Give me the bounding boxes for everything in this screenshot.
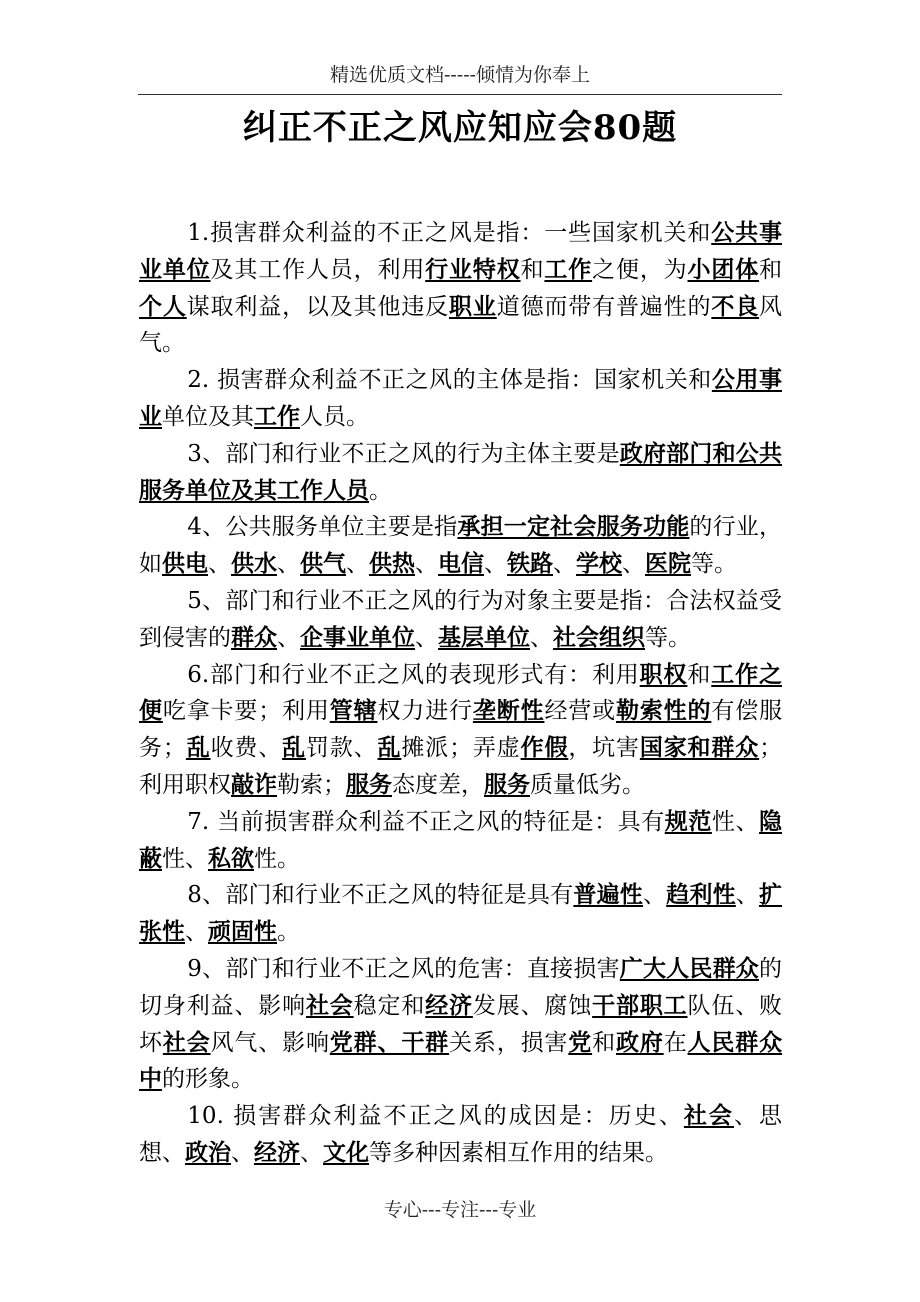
page-header: 精选优质文档-----倾情为你奉上 — [329, 64, 591, 86]
question-item — [139, 362, 782, 436]
question-text: 、 — [735, 882, 759, 909]
answer-blank: 政治 — [185, 1138, 231, 1166]
answer-blank: 国家和群众 — [639, 734, 760, 762]
answer-blank: 乱 — [377, 734, 402, 762]
question-text: 3、部门和行业不正之风的行为主体主要是 — [187, 440, 620, 467]
answer-blank: 供水 — [231, 550, 277, 578]
question-text: 态度差， — [392, 771, 484, 798]
question-text: 道德而带有普遍性的 — [496, 293, 712, 320]
question-text: 、 — [484, 551, 507, 578]
question-item — [139, 436, 782, 510]
question-text: 。 — [369, 477, 392, 504]
answer-blank: 工作之便 — [139, 660, 783, 725]
question-text: 等。 — [691, 551, 737, 578]
page-footer: 专心---专注---专业 — [383, 1199, 537, 1221]
question-text: 、 — [553, 551, 576, 578]
question-text: 罚款、 — [305, 735, 378, 762]
question-text: 及其工作人员，利用 — [210, 256, 426, 283]
question-text: 6.部门和行业不正之风的表现形式有：利用 — [187, 661, 640, 688]
answer-blank: 社会 — [305, 991, 354, 1019]
answer-blank: 党群、干群 — [329, 1028, 450, 1056]
answer-blank: 顽固性 — [208, 918, 277, 946]
question-text: 、思想、 — [139, 1103, 783, 1166]
question-text: 、 — [530, 624, 553, 651]
answer-blank: 政府部门和公共服务单位及其工作人员 — [139, 439, 782, 504]
question-text: 稳定和 — [353, 992, 426, 1019]
question-text: 、 — [277, 624, 300, 651]
answer-blank: 公用事业 — [139, 366, 782, 430]
answer-blank: 隐蔽 — [139, 807, 783, 872]
answer-blank: 供电 — [162, 550, 208, 578]
answer-blank: 广大人民群众 — [619, 954, 759, 982]
question-text: 、 — [208, 551, 231, 578]
answer-blank: 工作 — [544, 255, 593, 283]
question-text: 9、部门和行业不正之风的危害：直接损害 — [187, 955, 620, 982]
answer-blank: 文化 — [323, 1138, 369, 1166]
question-text: 有偿服务； — [139, 698, 783, 762]
question-text: 。 — [277, 919, 300, 946]
question-text: 队伍、败坏 — [139, 992, 783, 1056]
question-text: 性、 — [162, 845, 208, 872]
answer-blank: 扩张性 — [139, 881, 782, 946]
question-text: 吃拿卡要；利用 — [162, 698, 330, 725]
question-item — [139, 583, 782, 657]
answer-blank: 乱 — [282, 734, 306, 762]
question-text: 经营或 — [544, 698, 616, 725]
question-text: 和 — [520, 256, 545, 283]
question-text: 的行业，如 — [139, 514, 783, 578]
question-text: 7. 当前损害群众利益不正之风的特征是：具有 — [187, 808, 665, 835]
question-text: 在 — [663, 1029, 688, 1056]
question-text: 、 — [300, 1139, 323, 1166]
question-text: ，坑害 — [568, 735, 640, 762]
answer-blank: 管辖 — [329, 697, 378, 725]
answer-blank: 敲诈 — [231, 770, 277, 798]
question-text: 单位及其 — [162, 403, 254, 430]
answer-blank: 公共事业单位 — [139, 219, 782, 283]
question-text: 发展、腐蚀 — [472, 992, 593, 1019]
answer-blank: 小团体 — [687, 255, 760, 283]
answer-blank: 社会 — [683, 1102, 734, 1130]
answer-blank: 政府 — [615, 1028, 664, 1056]
answer-blank: 职权 — [639, 660, 688, 688]
answer-blank: 铁路 — [507, 550, 553, 578]
question-text: 、 — [346, 551, 369, 578]
question-text: 、 — [185, 919, 208, 946]
question-text: 的形象。 — [162, 1066, 254, 1093]
answer-blank: 人民群众中 — [139, 1028, 783, 1093]
document-body — [139, 215, 782, 1172]
answer-blank: 工作 — [254, 402, 300, 430]
question-item — [139, 1098, 782, 1172]
question-item — [139, 509, 782, 583]
question-text: 风气、影响 — [210, 1029, 330, 1056]
answer-blank: 党 — [568, 1028, 593, 1056]
answer-blank: 经济 — [425, 991, 473, 1019]
question-text: 权力进行 — [377, 698, 473, 725]
answer-blank: 普遍性 — [573, 881, 643, 909]
question-text: 人员。 — [300, 403, 369, 430]
answer-blank: 个人 — [139, 292, 187, 320]
question-text: 和 — [592, 1029, 616, 1056]
answer-blank: 乱 — [185, 734, 211, 762]
question-item — [139, 657, 782, 804]
question-text: 风气。 — [139, 293, 783, 357]
answer-blank: 规范 — [664, 807, 712, 835]
question-text: ；利用职权 — [139, 735, 783, 798]
answer-blank: 趋利性 — [666, 881, 736, 909]
question-text: 之便，为 — [592, 256, 688, 283]
question-text: 性、 — [711, 808, 760, 835]
question-text: 收费、 — [210, 735, 283, 762]
answer-blank: 电信 — [438, 550, 484, 578]
question-text: 5、部门和行业不正之风的行为对象主要是指：合法权益受到侵害的 — [139, 587, 782, 651]
answer-blank: 经济 — [254, 1138, 300, 1166]
answer-blank: 承担一定社会服务功能 — [457, 513, 690, 541]
question-text: 8、部门和行业不正之风的特征是具有 — [187, 882, 574, 909]
question-text: 性。 — [254, 845, 300, 872]
question-text: 4、公共服务单位主要是指 — [187, 514, 458, 541]
question-item — [139, 215, 782, 362]
question-text: 关系，损害 — [449, 1029, 569, 1056]
answer-blank: 干部职工 — [592, 991, 688, 1019]
question-item — [139, 877, 782, 951]
answer-blank: 不良 — [711, 292, 760, 320]
document-title: 纠正不正之风应知应会80题 — [242, 108, 678, 148]
question-text: 和 — [759, 256, 783, 283]
answer-blank: 供热 — [369, 550, 415, 578]
answer-blank: 企事业单位 — [300, 623, 415, 651]
answer-blank: 群众 — [231, 623, 277, 651]
answer-blank: 社会 — [162, 1028, 211, 1056]
question-text: 的切身利益、影响 — [139, 955, 782, 1019]
header-divider — [138, 94, 782, 95]
answer-blank: 作假 — [520, 734, 569, 762]
question-text: 、 — [415, 624, 438, 651]
question-text: 摊派；弄虚 — [401, 735, 521, 762]
question-text: 10. 损害群众利益不正之风的成因是：历史、 — [187, 1103, 684, 1130]
answer-blank: 垄断性 — [472, 697, 545, 725]
answer-blank: 服务 — [484, 770, 530, 798]
question-text: 、 — [415, 551, 438, 578]
answer-blank: 社会组织 — [553, 623, 645, 651]
question-text: 等多种因素相互作用的结果。 — [369, 1139, 668, 1166]
question-text: 、 — [277, 551, 300, 578]
question-text: 和 — [687, 661, 712, 688]
answer-blank: 供气 — [300, 550, 346, 578]
question-text: 、 — [231, 1139, 254, 1166]
question-text: 谋取利益，以及其他违反 — [186, 293, 450, 320]
answer-blank: 服务 — [346, 770, 392, 798]
question-text: 2. 损害群众利益不正之风的主体是指：国家机关和 — [187, 367, 712, 394]
answer-blank: 基层单位 — [438, 623, 530, 651]
answer-blank: 勒索性的 — [615, 697, 712, 725]
answer-blank: 学校 — [576, 550, 622, 578]
answer-blank: 医院 — [645, 550, 691, 578]
question-text: 质量低劣。 — [530, 771, 645, 798]
question-text: 1.损害群众利益的不正之风是指：一些国家机关和 — [187, 220, 712, 246]
question-text: 勒索； — [277, 771, 346, 798]
question-item — [139, 804, 782, 878]
question-text: 等。 — [645, 624, 691, 651]
question-text: 、 — [642, 882, 667, 909]
answer-blank: 行业特权 — [425, 255, 521, 283]
answer-blank: 职业 — [449, 292, 497, 320]
question-item — [139, 951, 782, 1098]
question-text: 、 — [622, 551, 645, 578]
answer-blank: 私欲 — [208, 844, 254, 872]
